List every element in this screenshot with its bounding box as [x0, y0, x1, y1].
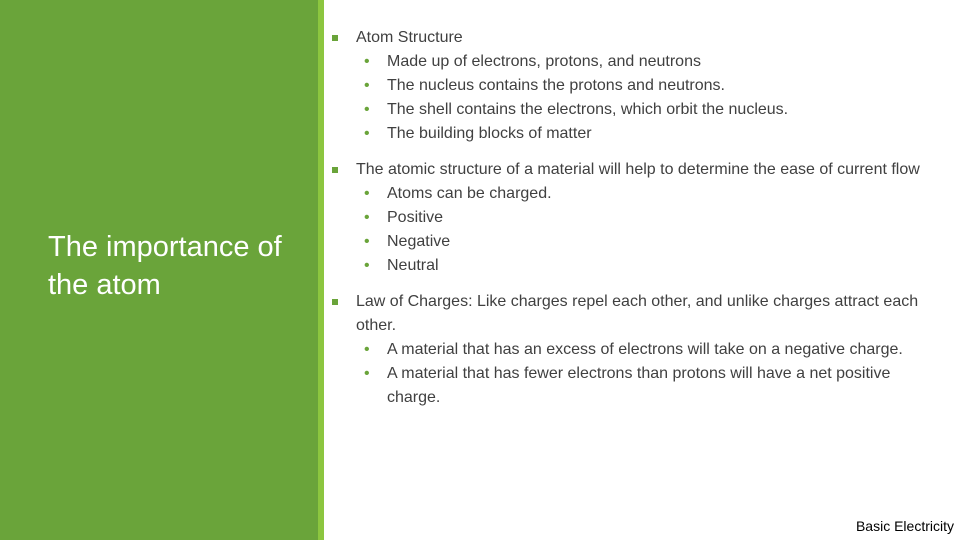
- bullet-text: Made up of electrons, protons, and neutrons: [387, 53, 701, 70]
- dot-bullet-icon: •: [364, 209, 370, 226]
- dot-bullet-icon: •: [364, 233, 370, 250]
- bullet-level2: [332, 206, 932, 230]
- bullet-level2: [332, 230, 932, 254]
- dot-bullet-icon: •: [364, 77, 370, 94]
- section-heading: The atomic structure of a material will help to determine the ease of current flow: [356, 161, 920, 178]
- bullet-text: The nucleus contains the protons and neutrons.: [387, 77, 725, 94]
- footer-text: Basic Electricity: [855, 518, 954, 534]
- bullet-text: Negative: [387, 233, 451, 250]
- dot-bullet-icon: •: [364, 101, 370, 118]
- dot-bullet-icon: •: [364, 53, 370, 70]
- dot-bullet-icon: •: [364, 341, 370, 358]
- section-law-of-charges: [332, 290, 932, 410]
- bullet-level2: [332, 50, 932, 74]
- section-heading: Atom Structure: [356, 29, 463, 46]
- bullet-text: A material that has fewer electrons than protons will have a net positive charge.: [387, 365, 891, 406]
- square-bullet-icon: [332, 299, 338, 305]
- bullet-text: The building blocks of matter: [387, 125, 592, 142]
- bullet-level2: [332, 338, 932, 362]
- bullet-text: A material that has an excess of electrons will take on a negative charge.: [387, 341, 903, 358]
- bullet-text: Positive: [387, 209, 444, 226]
- bullet-level2: [332, 362, 932, 410]
- bullet-level1: [332, 26, 932, 50]
- dot-bullet-icon: •: [364, 365, 370, 382]
- content-area: [332, 26, 932, 422]
- bullet-level2: [332, 74, 932, 98]
- bullet-text: Neutral: [387, 257, 439, 274]
- square-bullet-icon: [332, 167, 338, 173]
- bullet-text: Atoms can be charged.: [387, 185, 552, 202]
- bullet-level2: [332, 254, 932, 278]
- bullet-level2: [332, 98, 932, 122]
- square-bullet-icon: [332, 35, 338, 41]
- bullet-level1: [332, 158, 932, 182]
- accent-bar: [318, 0, 324, 540]
- dot-bullet-icon: •: [364, 257, 370, 274]
- slide-title: The importance of the atom: [48, 231, 282, 301]
- bullet-level2: [332, 182, 932, 206]
- section-atomic-structure: [332, 158, 932, 278]
- dot-bullet-icon: •: [364, 185, 370, 202]
- bullet-level2: [332, 122, 932, 146]
- bullet-text: The shell contains the electrons, which orbit the nucleus.: [387, 101, 789, 118]
- dot-bullet-icon: •: [364, 125, 370, 142]
- section-heading: Law of Charges: Like charges repel each other, and unlike charges attract each other.: [356, 293, 919, 334]
- bullet-level1: [332, 290, 932, 338]
- section-atom-structure: [332, 26, 932, 146]
